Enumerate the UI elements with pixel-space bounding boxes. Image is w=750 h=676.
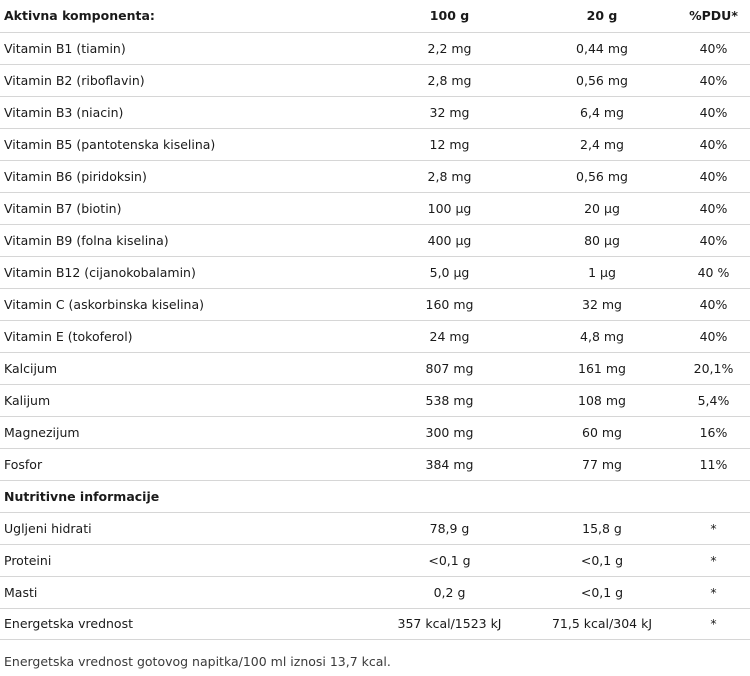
cell-per-100g: 384 mg — [372, 448, 527, 480]
table-row — [0, 32, 750, 64]
cell-per-20g: 0,56 mg — [527, 160, 677, 192]
cell-per-100g: 2,8 mg — [372, 160, 527, 192]
cell-pdu: 40% — [677, 64, 750, 96]
cell-pdu: 11% — [677, 448, 750, 480]
table-row — [0, 320, 750, 352]
cell-per-100g: 160 mg — [372, 288, 527, 320]
table-row — [0, 608, 750, 639]
table-row — [0, 224, 750, 256]
cell-per-20g: <0,1 g — [527, 544, 677, 576]
table-row — [0, 256, 750, 288]
table-row — [0, 352, 750, 384]
header-component: Aktivna komponenta: — [0, 0, 372, 32]
cell-per-100g: 24 mg — [372, 320, 527, 352]
cell-per-100g: 100 µg — [372, 192, 527, 224]
cell-per-100g: 300 mg — [372, 416, 527, 448]
cell-per-20g: 6,4 mg — [527, 96, 677, 128]
cell-name: Vitamin B7 (biotin) — [0, 192, 372, 224]
cell-name: Kalijum — [0, 384, 372, 416]
cell-pdu: 40% — [677, 32, 750, 64]
section-title: Nutritivne informacije — [0, 480, 750, 512]
cell-per-20g: 161 mg — [527, 352, 677, 384]
table-header-row — [0, 0, 750, 32]
cell-per-100g: 32 mg — [372, 96, 527, 128]
cell-per-100g: 538 mg — [372, 384, 527, 416]
cell-pdu: 40% — [677, 128, 750, 160]
cell-pdu: * — [677, 544, 750, 576]
table-row — [0, 576, 750, 608]
cell-pdu: 40% — [677, 160, 750, 192]
footnote: Energetska vrednost gotovog napitka/100 ml iznosi 13,7 kcal. — [4, 654, 391, 669]
header-20g: 20 g — [527, 0, 677, 32]
cell-per-20g: 1 µg — [527, 256, 677, 288]
cell-name: Vitamin E (tokoferol) — [0, 320, 372, 352]
cell-name: Energetska vrednost — [0, 608, 372, 639]
cell-pdu: 40% — [677, 96, 750, 128]
cell-name: Proteini — [0, 544, 372, 576]
header-pdu: %PDU* — [677, 0, 750, 32]
cell-name: Fosfor — [0, 448, 372, 480]
cell-per-100g: 12 mg — [372, 128, 527, 160]
cell-per-100g: <0,1 g — [372, 544, 527, 576]
table-row — [0, 512, 750, 544]
cell-pdu: 5,4% — [677, 384, 750, 416]
cell-pdu: * — [677, 576, 750, 608]
cell-per-20g: 60 mg — [527, 416, 677, 448]
cell-name: Vitamin C (askorbinska kiselina) — [0, 288, 372, 320]
cell-name: Vitamin B2 (riboflavin) — [0, 64, 372, 96]
cell-per-100g: 357 kcal/1523 kJ — [372, 608, 527, 639]
table-row — [0, 448, 750, 480]
cell-per-20g: 15,8 g — [527, 512, 677, 544]
cell-pdu: 40% — [677, 320, 750, 352]
cell-per-100g: 807 mg — [372, 352, 527, 384]
cell-name: Kalcijum — [0, 352, 372, 384]
cell-name: Vitamin B1 (tiamin) — [0, 32, 372, 64]
cell-pdu: 20,1% — [677, 352, 750, 384]
cell-name: Ugljeni hidrati — [0, 512, 372, 544]
cell-per-20g: 108 mg — [527, 384, 677, 416]
table-row — [0, 192, 750, 224]
cell-per-20g: 32 mg — [527, 288, 677, 320]
cell-per-20g: 0,44 mg — [527, 32, 677, 64]
table-row — [0, 96, 750, 128]
cell-per-20g: 71,5 kcal/304 kJ — [527, 608, 677, 639]
table-row — [0, 128, 750, 160]
cell-name: Vitamin B3 (niacin) — [0, 96, 372, 128]
cell-name: Masti — [0, 576, 372, 608]
cell-pdu: * — [677, 608, 750, 639]
cell-pdu: 40 % — [677, 256, 750, 288]
cell-per-100g: 2,8 mg — [372, 64, 527, 96]
cell-pdu: * — [677, 512, 750, 544]
table-row — [0, 160, 750, 192]
cell-per-20g: 77 mg — [527, 448, 677, 480]
cell-name: Vitamin B6 (piridoksin) — [0, 160, 372, 192]
table-row — [0, 384, 750, 416]
table-row — [0, 288, 750, 320]
cell-pdu: 16% — [677, 416, 750, 448]
cell-pdu: 40% — [677, 192, 750, 224]
cell-per-100g: 5,0 µg — [372, 256, 527, 288]
cell-per-20g: 0,56 mg — [527, 64, 677, 96]
cell-pdu: 40% — [677, 224, 750, 256]
table-row — [0, 416, 750, 448]
cell-name: Magnezijum — [0, 416, 372, 448]
cell-pdu: 40% — [677, 288, 750, 320]
cell-per-100g: 400 µg — [372, 224, 527, 256]
cell-per-20g: 80 µg — [527, 224, 677, 256]
cell-per-20g: 4,8 mg — [527, 320, 677, 352]
cell-per-20g: 20 µg — [527, 192, 677, 224]
cell-per-100g: 0,2 g — [372, 576, 527, 608]
cell-name: Vitamin B5 (pantotenska kiselina) — [0, 128, 372, 160]
table-row — [0, 544, 750, 576]
header-100g: 100 g — [372, 0, 527, 32]
cell-name: Vitamin B9 (folna kiselina) — [0, 224, 372, 256]
cell-per-20g: 2,4 mg — [527, 128, 677, 160]
cell-per-100g: 2,2 mg — [372, 32, 527, 64]
cell-per-20g: <0,1 g — [527, 576, 677, 608]
cell-name: Vitamin B12 (cijanokobalamin) — [0, 256, 372, 288]
cell-per-100g: 78,9 g — [372, 512, 527, 544]
table-row — [0, 64, 750, 96]
section-row — [0, 480, 750, 512]
table-body — [0, 32, 750, 639]
